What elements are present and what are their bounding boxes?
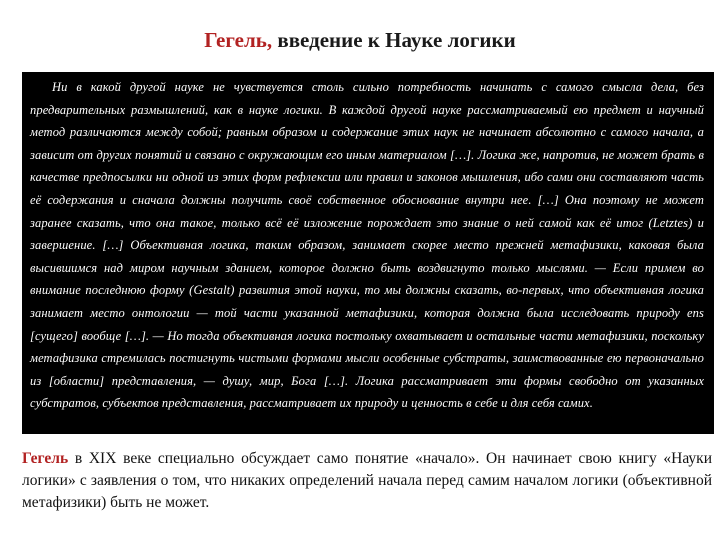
summary-paragraph [22,448,712,514]
title-rest: введение к Науке логики [272,28,516,52]
slide-title [0,28,720,53]
summary-text: в XIX веке специально обсуждает само понятие «начало». Он начинает свою книгу «Науки логики» с заявления о том, что никаких определений начала перед самим началом логики (объективной метафизики) быть не может. [22,450,712,511]
title-accent: Гегель, [204,28,273,52]
hegel-quote: Ни в какой другой науке не чувствуется столь сильно потребность начинать с самого смысла дела, без предварительных размышлений, как в науке логики. В каждой другой науке рассматриваемый ею предмет и научный метод различаются между собой; равным образом и содержание этих наук не начинает абсолютно с самого начала, а зависит от других понятий и связано с окружающим его иным материалом […]. Логика же, напротив, не может брать в качестве предпосылки ни одной из этих форм рефлексии или правил и законов мышления, ибо сами они составляют часть её содержания и сначала должны получить своё собственное обоснование внутри нее. […] Она поэтому не может заранее сказать, что она такое, только всё её изложение порождает это знание о ней самой как её итог (Letztes) и завершение. […] Объективная логика, таким образом, занимает скорее место прежней метафизики, каковая была высившимся над миром научным зданием, которое должно быть воздвигнуто только мыслями. — Если примем во внимание последнюю форму (Gestalt) развития этой науки, то мы должны сказать, во-первых, что объективная логика занимает место онтологии — той части указанной метафизики, которая должна была исследовать природу ens [сущего] вообще […]. — Но тогда объективная логика постольку охватывает и остальные части метафизики, поскольку метафизика стремилась постигнуть чистыми формами мысли особенные субстраты, заимствованные ею первоначально из [области] представления, — душу, мир, Бога […]. Логика рассматривает эти формы свободно от указанных субстратов, субъектов представления, рассматривает их природу и ценность в себе и для себя самих. [30,80,704,411]
quote-box [22,72,714,434]
summary-name: Гегель [22,450,69,467]
